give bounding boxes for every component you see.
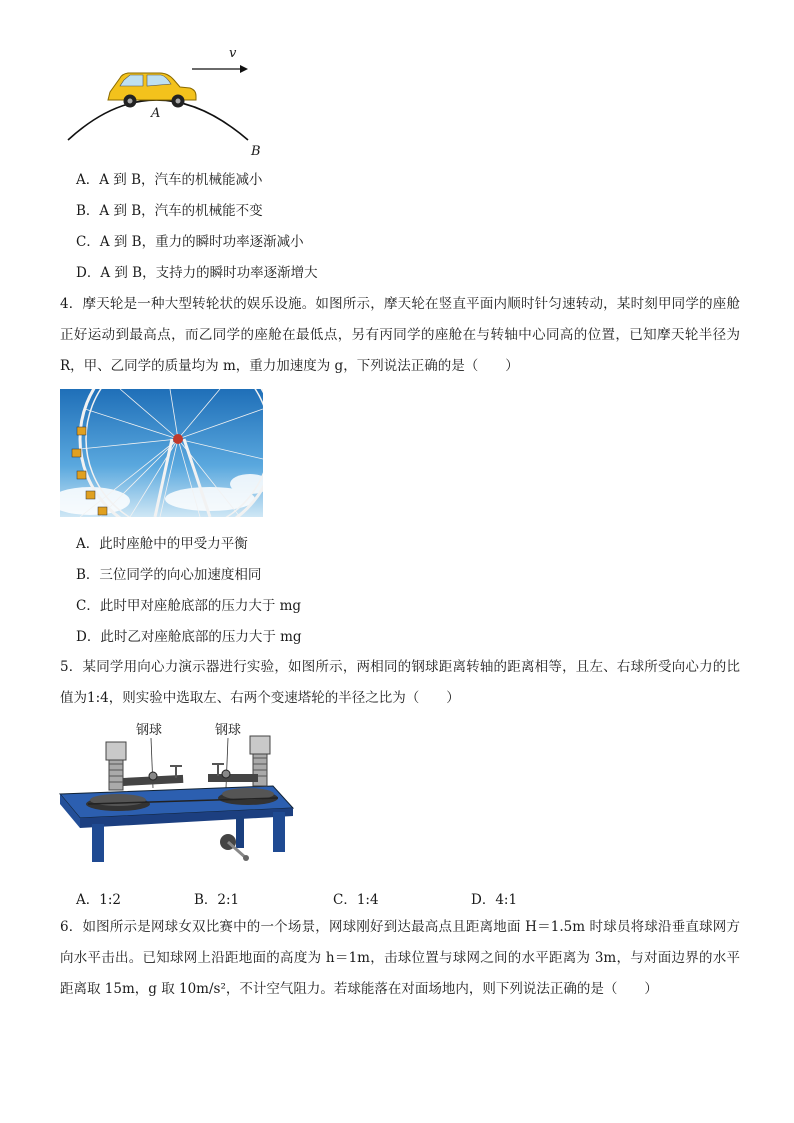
q4-option-c[interactable]: C．此时甲对座舱底部的压力大于 mg: [76, 598, 302, 614]
steel-ball-label-left: 钢球: [136, 723, 163, 738]
car-on-arc-figure: [60, 40, 280, 165]
q5-option-c[interactable]: C．1:4: [333, 892, 379, 908]
q5-option-a[interactable]: A．1:2: [76, 892, 121, 908]
q6-stem: 6．如图所示是网球女双比赛中的一个场景，网球刚好到达最高点且距离地面 H＝1.5m 时球员将球沿垂直球网方向水平击出。已知球网上沿距地面的高度为 h＝1m，击球位置与球网之间的水平距离为 3m，与对面边界的水平距离取 15m，g 取 10m/s²，不计空气阻力。若球能落在对面场地内，则下列说法正确的是（ ）: [60, 919, 740, 997]
q4-stem: 4．摩天轮是一种大型转轮状的娱乐设施。如图所示，摩天轮在竖直平面内顺时针匀速转动，某时刻甲同学的座舱正好运动到最高点，而乙同学的座舱在最低点，另有丙同学的座舱在与转轴中心同高的位置，已知摩天轮半径为 R，甲、乙同学的质量均为 m，重力加速度为 g，下列说法正确的是（ ）: [60, 296, 740, 374]
steel-ball-label-right: 钢球: [215, 723, 242, 738]
q4-option-d[interactable]: D．此时乙对座舱底部的压力大于 mg: [76, 629, 302, 645]
q3-option-b[interactable]: B．A 到 B，汽车的机械能不变: [76, 203, 263, 219]
ferris-wheel-photo: [60, 389, 263, 517]
q3-option-d[interactable]: D．A 到 B，支持力的瞬时功率逐渐增大: [76, 265, 318, 281]
centripetal-force-apparatus: [58, 716, 298, 876]
q5-option-d[interactable]: D．4:1: [471, 892, 518, 908]
q3-option-c[interactable]: C．A 到 B，重力的瞬时功率逐渐减小: [76, 234, 304, 250]
car-icon: [108, 73, 196, 108]
q5-option-b[interactable]: B．2:1: [194, 892, 240, 908]
q5-stem: 5．某同学用向心力演示器进行实验，如图所示，两相同的钢球距离转轴的距离相等，且左、右球所受向心力的比值为1:4，则实验中选取左、右两个变速塔轮的半径之比为（ ）: [60, 659, 740, 706]
point-a-label: A: [151, 106, 161, 121]
q4-option-b[interactable]: B．三位同学的向心加速度相同: [76, 567, 262, 583]
q4-option-a[interactable]: A．此时座舱中的甲受力平衡: [76, 536, 248, 552]
point-b-label: B: [251, 144, 261, 159]
q3-option-a[interactable]: A．A 到 B，汽车的机械能减小: [76, 172, 263, 188]
velocity-label: v: [229, 46, 237, 61]
